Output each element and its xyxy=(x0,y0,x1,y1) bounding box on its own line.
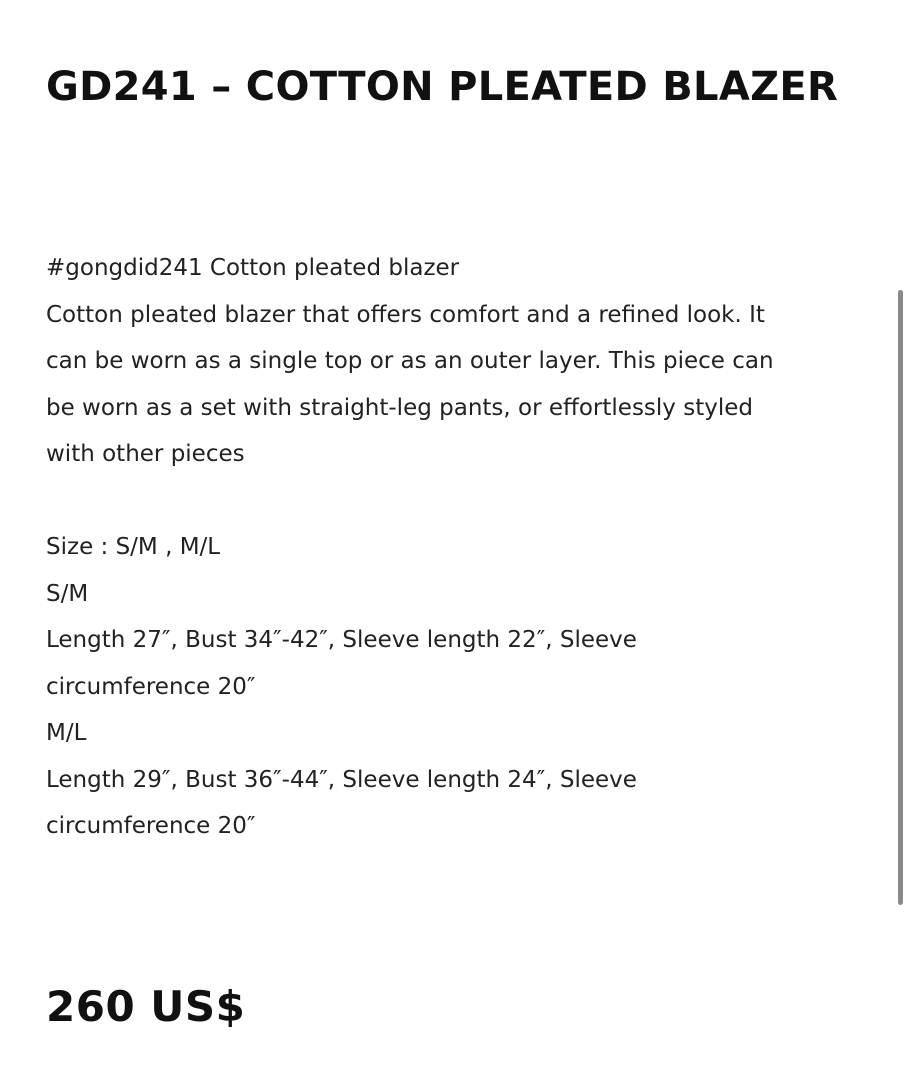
hashtag-line: #gongdid241 Cotton pleated blazer xyxy=(46,255,460,281)
paragraph-spacer xyxy=(46,478,876,525)
description-line: be worn as a set with straight-leg pants, or effortlessly styled xyxy=(46,394,753,421)
size-name-sm: S/M xyxy=(46,580,89,607)
size-measurements-ml: Length 29″, Bust 36″-44″, Sleeve length 24″, Sleeve xyxy=(46,766,637,793)
product-description xyxy=(46,245,876,850)
size-options-label: Size : S/M , M/L xyxy=(46,534,221,560)
description-line: Cotton pleated blazer that offers comfort and a refined look. It xyxy=(46,301,765,328)
description-line: with other pieces xyxy=(46,441,245,467)
description-line: can be worn as a single top or as an outer layer. This piece can xyxy=(46,348,774,374)
scrollbar-thumb[interactable] xyxy=(898,290,903,905)
size-measurements-sm-cont: circumference 20″ xyxy=(46,673,256,700)
size-name-ml: M/L xyxy=(46,720,87,746)
size-measurements-ml-cont: circumference 20″ xyxy=(46,813,256,839)
size-measurements-sm: Length 27″, Bust 34″-42″, Sleeve length 22″, Sleeve xyxy=(46,627,637,653)
product-price: 260 US$ xyxy=(46,982,246,1031)
product-title: GD241 – COTTON PLEATED BLAZER xyxy=(46,64,839,110)
scrollbar[interactable] xyxy=(898,290,903,905)
